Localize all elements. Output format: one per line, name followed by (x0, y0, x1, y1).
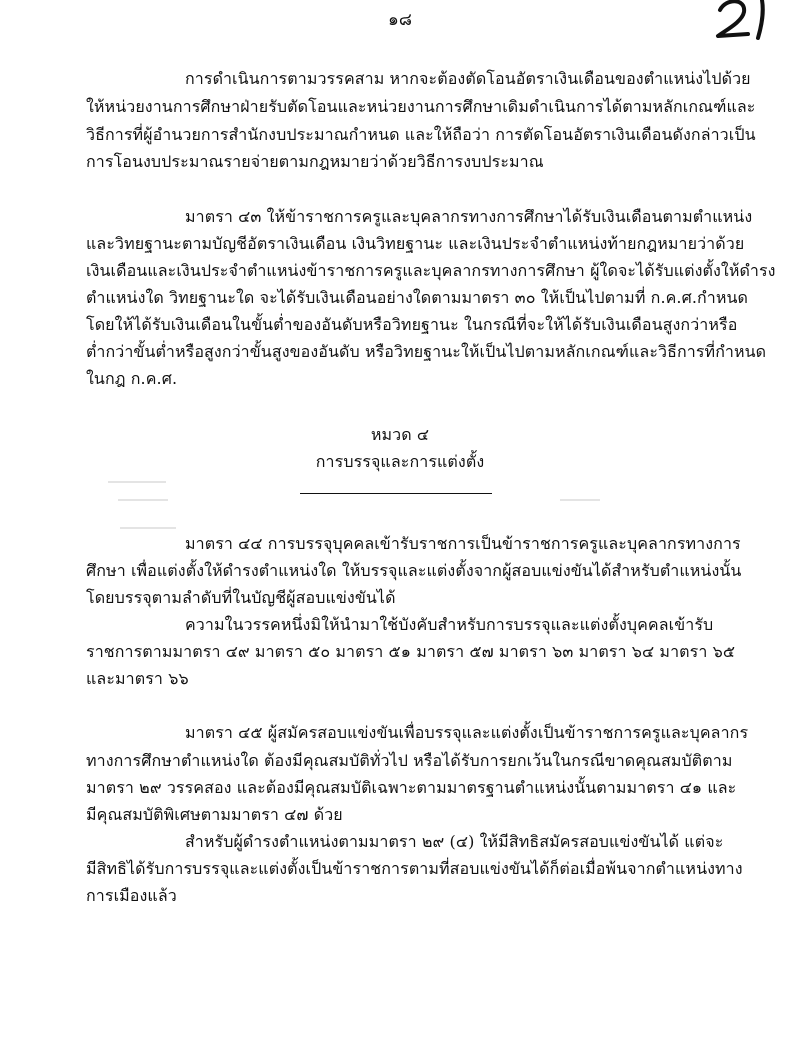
scan-speckle (118, 499, 168, 501)
paragraph-1-line: วิธีการที่ผู้อำนวยการสำนักงบประมาณกำหนด และให้ถือว่า การตัดโอนอัตราเงินเดือนดังกล่าวเป็น (86, 125, 756, 144)
scan-speckle (560, 499, 600, 501)
section-43-line: เงินเดือนและเงินประจำตำแหน่งข้าราชการครูและบุคลากรทางการศึกษา ผู้ใดจะได้รับแต่งตั้งให้ดำรง (86, 261, 776, 280)
section-44-line: ศึกษา เพื่อแต่งตั้งให้ดำรงตำแหน่งใด ให้บรรจุและแต่งตั้งจากผู้สอบแข่งขันได้สำหรับตำแหน่งนั้น (86, 561, 742, 580)
section-45-para-2-line: สำหรับผู้ดำรงตำแหน่งตามมาตรา ๒๙ (๔) ให้มีสิทธิสมัครสอบแข่งขันได้ แต่จะ (185, 832, 724, 851)
section-44-para-2-line: ความในวรรคหนึ่งมิให้นำมาใช้บังคับสำหรับการบรรจุและแต่งตั้งบุคคลเข้ารับ (185, 615, 714, 634)
section-45-line: มีคุณสมบัติพิเศษตามมาตรา ๔๗ ด้วย (86, 805, 343, 824)
section-44-para-2-line: และมาตรา ๖๖ (86, 669, 189, 688)
paragraph-1-line: ให้หน่วยงานการศึกษาฝ่ายรับตัดโอนและหน่วยงานการศึกษาเดิมดำเนินการได้ตามหลักเกณฑ์และ (86, 97, 756, 116)
handwritten-page-mark (712, 0, 800, 42)
scan-speckle (120, 527, 176, 529)
section-43-line: ในกฎ ก.ค.ศ. (86, 369, 178, 388)
chapter-divider (300, 493, 492, 494)
section-43-line: โดยให้ได้รับเงินเดือนในขั้นต่ำของอันดับหรือวิทยฐานะ ในกรณีที่จะให้ได้รับเงินเดือนสูงกว่าหรือ (86, 315, 738, 334)
chapter-title: หมวด ๔ (370, 425, 430, 444)
section-45-line: มาตรา ๒๙ วรรคสอง และต้องมีคุณสมบัติเฉพาะตามมาตรฐานตำแหน่งนั้นตามมาตรา ๔๑ และ (86, 778, 737, 797)
section-43-line: ต่ำกว่าขั้นต่ำหรือสูงกว่าขั้นสูงของอันดับ หรือวิทยฐานะให้เป็นไปตามหลักเกณฑ์และวิธีการที่กำหนด (86, 342, 767, 361)
section-44-para-2-line: ราชการตามมาตรา ๔๙ มาตรา ๕๐ มาตรา ๕๑ มาตรา ๕๗ มาตรา ๖๓ มาตรา ๖๔ มาตรา ๖๕ (86, 642, 736, 661)
section-43-line: ตำแหน่งใด วิทยฐานะใด จะได้รับเงินเดือนอย่างใดตามมาตรา ๓๐ ให้เป็นไปตามที่ ก.ค.ศ.กำหนด (86, 288, 749, 307)
paragraph-1-line: การดำเนินการตามวรรคสาม หากจะต้องตัดโอนอัตราเงินเดือนของตำแหน่งไปด้วย (185, 69, 751, 88)
section-45-para-2-line: มีสิทธิได้รับการบรรจุและแต่งตั้งเป็นข้าราชการตามที่สอบแข่งขันได้ก็ต่อเมื่อพ้นจากตำแหน่งทาง (86, 859, 743, 878)
chapter-subtitle: การบรรจุและการแต่งตั้ง (315, 452, 485, 471)
section-45-line: ทางการศึกษาตำแหน่งใด ต้องมีคุณสมบัติทั่วไป หรือได้รับการยกเว้นในกรณีขาดคุณสมบัติตาม (86, 751, 733, 770)
page-number: ๑๘ (388, 10, 412, 30)
section-43-line: มาตรา ๔๓ ให้ข้าราชการครูและบุคลากรทางการศึกษาได้รับเงินเดือนตามตำแหน่ง (185, 207, 753, 226)
section-44-line: โดยบรรจุตามลำดับที่ในบัญชีผู้สอบแข่งขันได้ (86, 588, 396, 607)
paragraph-1-line: การโอนงบประมาณรายจ่ายตามกฎหมายว่าด้วยวิธีการงบประมาณ (86, 152, 544, 171)
section-43-line: และวิทยฐานะตามบัญชีอัตราเงินเดือน เงินวิทยฐานะ และเงินประจำตำแหน่งท้ายกฎหมายว่าด้วย (86, 234, 745, 253)
section-45-para-2-line: การเมืองแล้ว (86, 886, 177, 905)
section-44-line: มาตรา ๔๔ การบรรจุบุคคลเข้ารับราชการเป็นข้าราชการครูและบุคลากรทางการ (185, 534, 741, 553)
scan-speckle (108, 481, 166, 483)
section-45-line: มาตรา ๔๕ ผู้สมัครสอบแข่งขันเพื่อบรรจุและแต่งตั้งเป็นข้าราชการครูและบุคลากร (185, 723, 749, 742)
